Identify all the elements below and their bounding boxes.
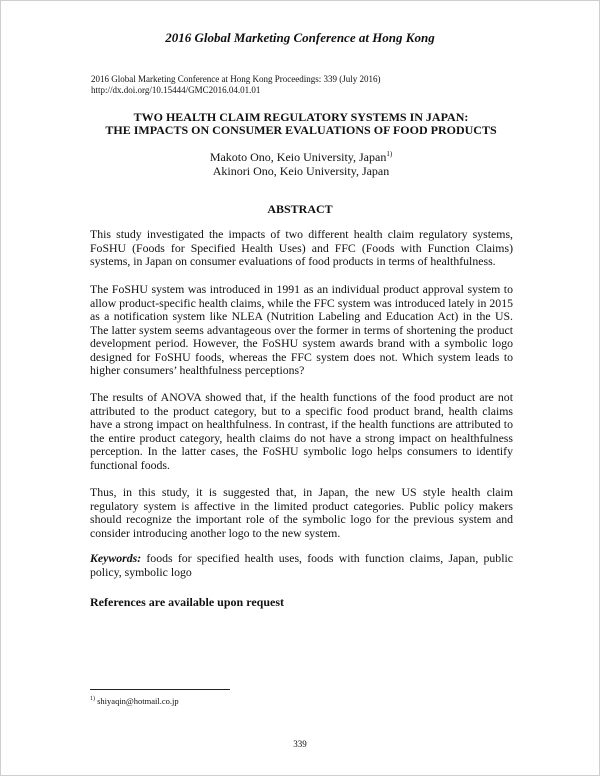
abstract-paragraph-1: This study investigated the impacts of two different health claim regulatory systems, FoSHU (Foods for Specified Health Uses) and FFC (Foods with Function Claims) systems, in Japan on consumer evaluations of food products in terms of healthfulness. [90,227,513,268]
abstract-heading: ABSTRACT [267,202,333,216]
author-1-affiliation: Makoto Ono, Keio University, Japan [209,150,387,164]
footnote-email: shiyaqin@hotmail.co.jp [95,696,179,706]
page-number: 339 [293,739,307,749]
publication-meta [91,74,380,96]
footnote-mark: 1) [90,696,95,703]
references-note: References are available upon request [90,595,284,609]
keywords-label: Keywords: [90,551,142,565]
abstract-paragraph-2: The FoSHU system was introduced in 1991 as an individual product approval system to allow product-specific health claims, while the FFC system was introduced lately in 2015 as a notification system like NLEA (Nutrition Labeling and Education Act) in the US. The latter system seems advantageous over the former in terms of shortening the product development period. However, the FoSHU system awards brand with a symbolic logo designed for FoSHU foods, whereas the FFC system does not. Which system leads to higher consumers’ healthfulness perceptions? [90,282,513,377]
title-line-2: THE IMPACTS ON CONSUMER EVALUATIONS OF FOOD PRODUCTS [105,123,497,137]
title-line-1: TWO HEALTH CLAIM REGULATORY SYSTEMS IN JAPAN: [133,110,469,124]
keywords-list: foods for specified health uses, foods with function claims, Japan, public policy, symbolic logo [90,551,513,579]
abstract-paragraph-3: The results of ANOVA showed that, if the health functions of the food product are not attributed to the product category, but to a specific food product brand, health claims have a strong impact on healthfulness. In contrast, if the health functions are attributed to the entire product category, health claims do not have a strong impact on healthfulness perception. In the latter cases, the FoSHU symbolic logo helps consumers to identify functional foods. [90,390,513,472]
footnote-divider [90,689,230,690]
author-list [41,150,561,178]
author-1-footnote-mark: 1) [386,150,393,158]
footnote [90,696,179,706]
paper-title [41,111,561,137]
keywords [90,552,513,579]
conference-header: 2016 Global Marketing Conference at Hong Kong [165,30,435,45]
author-2: Akinori Ono, Keio University, Japan [212,164,390,178]
doi-link[interactable]: http://dx.doi.org/10.15444/GMC2016.04.01.01 [91,85,261,95]
author-1 [41,150,561,164]
abstract-paragraph-4: Thus, in this study, it is suggested that, in Japan, the new US style health claim regulatory system is affective in the limited product categories. Public policy makers should recognize the important role of the symbolic logo for the previous system and consider introducing another logo to the new system. [90,485,513,540]
proceedings-line: 2016 Global Marketing Conference at Hong Kong Proceedings: 339 (July 2016) [91,74,381,84]
